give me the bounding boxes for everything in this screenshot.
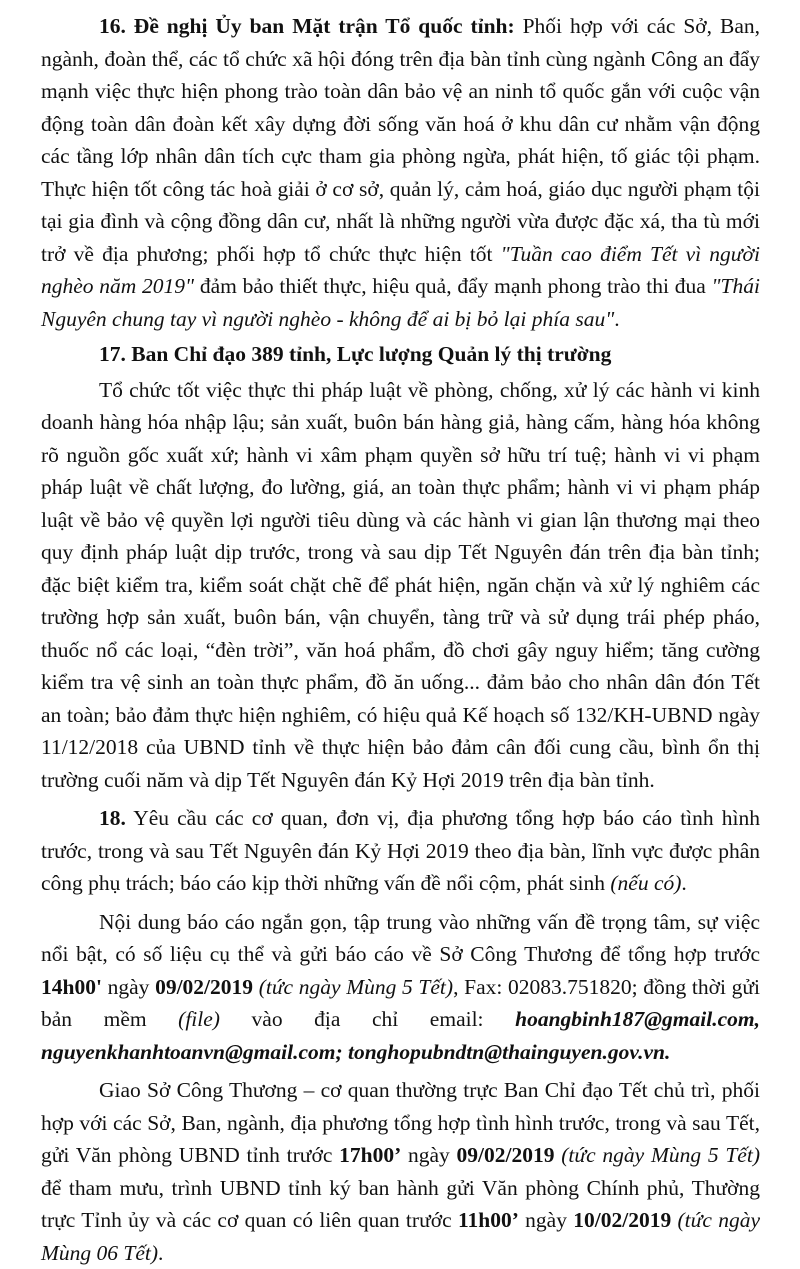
assign-text-2: ngày — [401, 1143, 457, 1167]
assign-text-1: Giao Sở Công Thương – cơ quan thường trực Ban Chỉ đạo Tết chủ trì, phối hợp với các Sở, Ban, ngành, địa phương tổng hợp tình hình trước, trong và sau Tết, gửi Văn phòng UBND tỉnh trước — [41, 1078, 760, 1167]
assign-note-2: (tức ngày Mùng 06 Tết) — [41, 1208, 761, 1265]
report-text-5: vào địa chỉ email: — [219, 1007, 516, 1031]
campaign-tet-poor: "Tuần cao điểm Tết vì người nghèo năm 2019" — [41, 241, 760, 298]
report-date-note: (tức ngày Mùng 5 Tết) — [258, 974, 454, 999]
assign-text-4: để tham mưu, trình UBND tỉnh ký ban hành gửi Văn phòng Chính phủ, Thường trực Tỉnh ủy và các cơ quan có liên quan trước — [41, 1175, 760, 1232]
assign-time-2: 11h00’ — [457, 1208, 519, 1232]
report-deadline-time: 14h00' — [41, 974, 102, 999]
report-instructions-paragraph — [41, 906, 760, 1069]
report-text-2: ngày — [101, 974, 156, 999]
section-17-heading: 17. Ban Chỉ đạo 389 tỉnh, Lực lượng Quản lý thị trường — [99, 342, 612, 366]
assign-time-1: 17h00’ — [339, 1143, 402, 1167]
assignment-paragraph — [41, 1074, 760, 1269]
assign-text-5: ngày — [518, 1208, 574, 1232]
report-deadline-date: 09/02/2019 — [155, 974, 254, 999]
report-text-4: , Fax: 02083.751820; đồng thời gửi bản mềm — [41, 974, 761, 1031]
section-17-heading-line — [41, 338, 760, 371]
report-file-note: (file) — [178, 1007, 220, 1031]
report-text-1: Nội dung báo cáo ngắn gọn, tập trung vào những vấn đề trọng tâm, sự việc nổi bật, có số liệu cụ thể và gửi báo cáo về Sở Công Thương để tổng hợp trước — [41, 909, 760, 966]
section-16-body: Phối hợp với các Sở, Ban, ngành, đoàn thể, các tổ chức xã hội đóng trên địa bàn tỉnh cùng ngành Công an đẩy mạnh việc thực hiện phong trào toàn dân bảo vệ an ninh tổ quốc gắn với cuộc vận động toàn dân đoàn kết xây dựng đời sống văn hoá ở khu dân cư nhằm vận động các tầng lớp nhân dân tích cực tham gia phòng ngừa, phát hiện, tố giác tội phạm. Thực hiện tốt công tác hoà giải ở cơ sở, quản lý, cảm hoá, giáo dục người phạm tội tại gia đình và cộng đồng dân cư, nhất là những người vừa được đặc xá, tha tù mới trở về địa phương; phối hợp tổ chức thực hiện tốt — [41, 14, 760, 266]
campaign-thai-nguyen: "Thái Nguyên chung tay vì người nghèo - không để ai bị bỏ lại phía sau" — [41, 274, 760, 331]
section-17-paragraph: Tổ chức tốt việc thực thi pháp luật về phòng, chống, xử lý các hành vi kinh doanh hàng hóa nhập lậu; sản xuất, buôn bán hàng giả, hàng cấm, hàng hóa không rõ nguồn gốc xuất xứ; hành vi xâm phạm quyền sở hữu trí tuệ; hành vi vi phạm pháp luật về chất lượng, đo lường, giá, an toàn thực phẩm; hành vi vi phạm pháp luật về bảo vệ quyền lợi người tiêu dùng và các hành vi gian lận thương mại theo quy định pháp luật dịp trước, trong và sau dịp Tết Nguyên đán trên địa bàn tỉnh; đặc biệt kiểm tra, kiểm soát chặt chẽ để phát hiện, ngăn chặn và xử lý nghiêm các trường hợp sản xuất, buôn bán, vận chuyển, tàng trữ và sử dụng trái phép pháo, thuốc nổ các loại, “đèn trời”, văn hoá phẩm, đồ chơi gây nguy hiểm; tăng cường kiểm tra vệ sinh an toàn thực phẩm, đồ ăn uống... đảm bảo cho nhân dân đón Tết an toàn; bảo đảm thực hiện nghiêm, có hiệu quả Kế hoạch số 132/KH-UBND ngày 11/12/2018 của UBND tỉnh về thực hiện bảo đảm cân đối cung cầu, bình ổn thị trường cuối năm và dịp Tết Nguyên đán Kỷ Hợi 2019 trên địa bàn tỉnh. — [41, 377, 760, 792]
section-16-heading: 16. Đề nghị Ủy ban Mặt trận Tổ quốc tỉnh: — [99, 14, 515, 38]
section-18-paragraph — [41, 802, 760, 900]
section-18-body: Yêu cầu các cơ quan, đơn vị, địa phương tổng hợp báo cáo tình hình trước, trong và sau Tết Nguyên đán Kỷ Hợi 2019 theo địa bàn, lĩnh vực được phân công phụ trách; báo cáo kịp thời những vấn đề nổi cộm, phát sinh — [41, 806, 760, 895]
section-16-end: . — [614, 306, 620, 331]
section-16-body-2: đảm bảo thiết thực, hiệu quả, đẩy mạnh phong trào thi đua — [194, 274, 712, 298]
section-18-end: . — [681, 871, 687, 895]
assign-end: . — [158, 1240, 164, 1265]
assign-date-1: 09/02/2019 — [456, 1143, 555, 1167]
section-18-note: (nếu có) — [610, 871, 682, 895]
section-16-paragraph — [41, 10, 760, 335]
assign-date-2: 10/02/2019 — [573, 1208, 672, 1232]
report-emails: hoangbinh187@gmail.com, nguyenkhanhtoanvn@gmail.com; tonghopubndtn@thainguyen.gov.vn. — [41, 1007, 760, 1064]
section-18-number: 18. — [99, 806, 126, 830]
assign-note-1: (tức ngày Mùng 5 Tết) — [561, 1143, 760, 1167]
